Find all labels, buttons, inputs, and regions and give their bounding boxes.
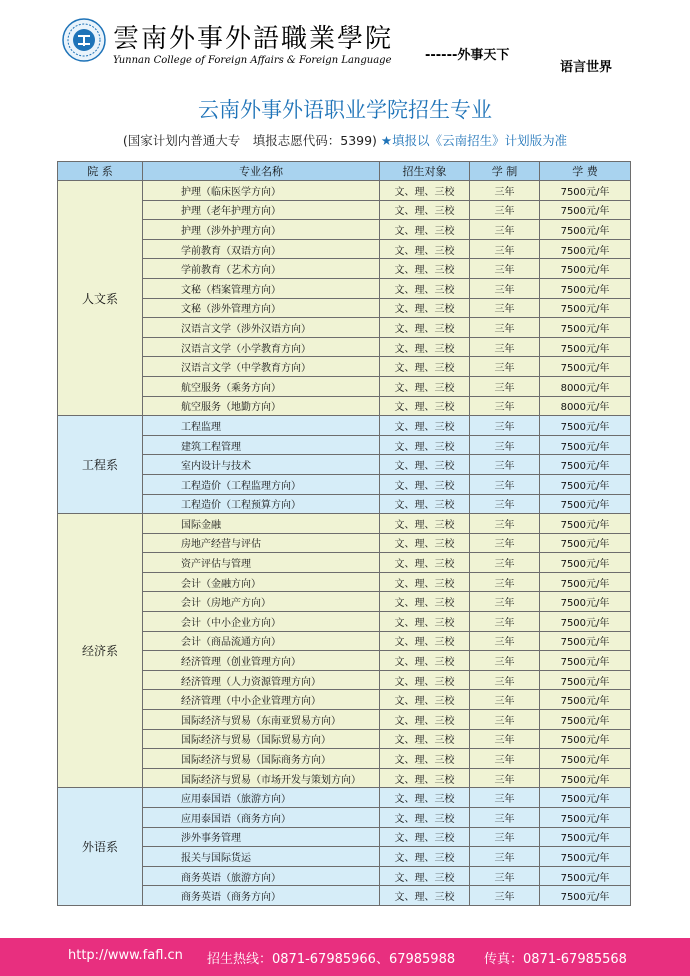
header-major-name: 专业名称 bbox=[143, 162, 380, 181]
major-name-cell: 室内设计与技术 bbox=[143, 455, 380, 475]
enrollment-target-cell: 文、理、三校 bbox=[380, 239, 470, 259]
tuition-cell: 7500元/年 bbox=[540, 749, 631, 769]
table-row bbox=[58, 729, 631, 749]
table-row bbox=[58, 827, 631, 847]
slogan-line-1: ------外事天下 bbox=[425, 48, 510, 63]
duration-cell: 三年 bbox=[470, 474, 540, 494]
enrollment-target-cell: 文、理、三校 bbox=[380, 200, 470, 220]
duration-cell: 三年 bbox=[470, 690, 540, 710]
table-row bbox=[58, 396, 631, 416]
table-row bbox=[58, 847, 631, 867]
duration-cell: 三年 bbox=[470, 200, 540, 220]
tuition-cell: 7500元/年 bbox=[540, 612, 631, 632]
major-name-cell: 学前教育（艺术方向） bbox=[143, 259, 380, 279]
enrollment-target-cell: 文、理、三校 bbox=[380, 788, 470, 808]
major-name-cell: 会计（房地产方向） bbox=[143, 592, 380, 612]
tuition-cell: 7500元/年 bbox=[540, 259, 631, 279]
major-name-cell: 工程造价（工程预算方向） bbox=[143, 494, 380, 514]
tuition-cell: 7500元/年 bbox=[540, 670, 631, 690]
duration-cell: 三年 bbox=[470, 416, 540, 436]
duration-cell: 三年 bbox=[470, 553, 540, 573]
table-row bbox=[58, 357, 631, 377]
enrollment-target-cell: 文、理、三校 bbox=[380, 651, 470, 671]
major-name-cell: 报关与国际货运 bbox=[143, 847, 380, 867]
majors-table bbox=[57, 161, 631, 906]
duration-cell: 三年 bbox=[470, 808, 540, 828]
major-name-cell: 航空服务（地勤方向） bbox=[143, 396, 380, 416]
major-name-cell: 国际金融 bbox=[143, 514, 380, 534]
duration-cell: 三年 bbox=[470, 239, 540, 259]
enrollment-target-cell: 文、理、三校 bbox=[380, 376, 470, 396]
tuition-cell: 7500元/年 bbox=[540, 886, 631, 906]
major-name-cell: 房地产经营与评估 bbox=[143, 533, 380, 553]
school-name-cn: 雲南外事外語職業學院 bbox=[113, 24, 394, 54]
major-name-cell: 经济管理（创业管理方向） bbox=[143, 651, 380, 671]
duration-cell: 三年 bbox=[470, 847, 540, 867]
enrollment-target-cell: 文、理、三校 bbox=[380, 435, 470, 455]
school-name-en: Yunnan College of Foreign Affairs & Foreign Language bbox=[113, 55, 392, 66]
duration-cell: 三年 bbox=[470, 631, 540, 651]
tuition-cell: 7500元/年 bbox=[540, 788, 631, 808]
tuition-cell: 7500元/年 bbox=[540, 768, 631, 788]
tuition-cell: 7500元/年 bbox=[540, 357, 631, 377]
duration-cell: 三年 bbox=[470, 866, 540, 886]
tuition-cell: 7500元/年 bbox=[540, 278, 631, 298]
enrollment-target-cell: 文、理、三校 bbox=[380, 572, 470, 592]
major-name-cell: 国际经济与贸易（东南亚贸易方向） bbox=[143, 710, 380, 730]
tuition-cell: 7500元/年 bbox=[540, 494, 631, 514]
duration-cell: 三年 bbox=[470, 788, 540, 808]
major-name-cell: 经济管理（人力资源管理方向） bbox=[143, 670, 380, 690]
enrollment-target-cell: 文、理、三校 bbox=[380, 298, 470, 318]
footer-bar bbox=[0, 938, 690, 976]
department-cell: 外语系 bbox=[58, 788, 143, 906]
page-title: 云南外事外语职业学院招生专业 bbox=[198, 98, 492, 122]
table-row bbox=[58, 474, 631, 494]
table-header-row bbox=[58, 162, 631, 181]
table-row bbox=[58, 710, 631, 730]
duration-cell: 三年 bbox=[470, 572, 540, 592]
duration-cell: 三年 bbox=[470, 259, 540, 279]
duration-cell: 三年 bbox=[470, 651, 540, 671]
header-duration: 学 制 bbox=[470, 162, 540, 181]
enrollment-target-cell: 文、理、三校 bbox=[380, 808, 470, 828]
table-row bbox=[58, 768, 631, 788]
page-header bbox=[0, 0, 690, 86]
tuition-cell: 7500元/年 bbox=[540, 514, 631, 534]
enrollment-target-cell: 文、理、三校 bbox=[380, 494, 470, 514]
tuition-cell: 7500元/年 bbox=[540, 631, 631, 651]
table-row bbox=[58, 298, 631, 318]
tuition-cell: 7500元/年 bbox=[540, 690, 631, 710]
table-row bbox=[58, 239, 631, 259]
enrollment-target-cell: 文、理、三校 bbox=[380, 866, 470, 886]
table-row bbox=[58, 592, 631, 612]
tuition-cell: 7500元/年 bbox=[540, 651, 631, 671]
table-row bbox=[58, 670, 631, 690]
table-row bbox=[58, 651, 631, 671]
major-name-cell: 工程造价（工程监理方向） bbox=[143, 474, 380, 494]
enrollment-target-cell: 文、理、三校 bbox=[380, 514, 470, 534]
enrollment-target-cell: 文、理、三校 bbox=[380, 278, 470, 298]
tuition-cell: 8000元/年 bbox=[540, 396, 631, 416]
enrollment-target-cell: 文、理、三校 bbox=[380, 690, 470, 710]
tuition-cell: 7500元/年 bbox=[540, 435, 631, 455]
tuition-cell: 7500元/年 bbox=[540, 847, 631, 867]
major-name-cell: 航空服务（乘务方向） bbox=[143, 376, 380, 396]
tuition-cell: 7500元/年 bbox=[540, 239, 631, 259]
tuition-cell: 7500元/年 bbox=[540, 808, 631, 828]
table-row bbox=[58, 886, 631, 906]
duration-cell: 三年 bbox=[470, 298, 540, 318]
footer-hotline: 招生热线：0871-67985966、67985988 bbox=[207, 952, 456, 967]
enrollment-target-cell: 文、理、三校 bbox=[380, 768, 470, 788]
major-name-cell: 护理（涉外护理方向） bbox=[143, 220, 380, 240]
footer-fax: 传真：0871-67985568 bbox=[484, 952, 627, 967]
enrollment-target-cell: 文、理、三校 bbox=[380, 847, 470, 867]
major-name-cell: 涉外事务管理 bbox=[143, 827, 380, 847]
enrollment-target-cell: 文、理、三校 bbox=[380, 396, 470, 416]
major-name-cell: 资产评估与管理 bbox=[143, 553, 380, 573]
enrollment-target-cell: 文、理、三校 bbox=[380, 827, 470, 847]
tuition-cell: 7500元/年 bbox=[540, 181, 631, 201]
enrollment-target-cell: 文、理、三校 bbox=[380, 670, 470, 690]
enrollment-target-cell: 文、理、三校 bbox=[380, 416, 470, 436]
department-cell: 工程系 bbox=[58, 416, 143, 514]
major-name-cell: 国际经济与贸易（市场开发与策划方向） bbox=[143, 768, 380, 788]
duration-cell: 三年 bbox=[470, 435, 540, 455]
header-enrollment-target: 招生对象 bbox=[380, 162, 470, 181]
duration-cell: 三年 bbox=[470, 278, 540, 298]
table-row bbox=[58, 612, 631, 632]
tuition-cell: 7500元/年 bbox=[540, 592, 631, 612]
table-row bbox=[58, 435, 631, 455]
slogan-line-2: 语言世界 bbox=[560, 60, 613, 75]
major-name-cell: 汉语言文学（涉外汉语方向） bbox=[143, 318, 380, 338]
major-name-cell: 商务英语（旅游方向） bbox=[143, 866, 380, 886]
tuition-cell: 7500元/年 bbox=[540, 729, 631, 749]
subtitle bbox=[0, 131, 690, 149]
major-name-cell: 学前教育（双语方向） bbox=[143, 239, 380, 259]
enrollment-target-cell: 文、理、三校 bbox=[380, 337, 470, 357]
major-name-cell: 会计（金融方向） bbox=[143, 572, 380, 592]
tuition-cell: 7500元/年 bbox=[540, 455, 631, 475]
enrollment-target-cell: 文、理、三校 bbox=[380, 886, 470, 906]
table-row bbox=[58, 220, 631, 240]
subtitle-note: ★填报以《云南招生》计划版为准 bbox=[380, 133, 568, 148]
table-body bbox=[58, 181, 631, 906]
major-name-cell: 国际经济与贸易（国际商务方向） bbox=[143, 749, 380, 769]
table-row bbox=[58, 631, 631, 651]
duration-cell: 三年 bbox=[470, 318, 540, 338]
table-row bbox=[58, 200, 631, 220]
duration-cell: 三年 bbox=[470, 455, 540, 475]
table-row bbox=[58, 808, 631, 828]
table-row bbox=[58, 533, 631, 553]
duration-cell: 三年 bbox=[470, 494, 540, 514]
duration-cell: 三年 bbox=[470, 670, 540, 690]
major-name-cell: 经济管理（中小企业管理方向） bbox=[143, 690, 380, 710]
duration-cell: 三年 bbox=[470, 729, 540, 749]
tuition-cell: 7500元/年 bbox=[540, 416, 631, 436]
enrollment-target-cell: 文、理、三校 bbox=[380, 533, 470, 553]
duration-cell: 三年 bbox=[470, 357, 540, 377]
duration-cell: 三年 bbox=[470, 533, 540, 553]
duration-cell: 三年 bbox=[470, 768, 540, 788]
tuition-cell: 7500元/年 bbox=[540, 866, 631, 886]
major-name-cell: 文秘（档案管理方向） bbox=[143, 278, 380, 298]
major-name-cell: 应用泰国语（商务方向） bbox=[143, 808, 380, 828]
tuition-cell: 7500元/年 bbox=[540, 200, 631, 220]
enrollment-target-cell: 文、理、三校 bbox=[380, 318, 470, 338]
major-name-cell: 汉语言文学（中学教育方向） bbox=[143, 357, 380, 377]
table-row bbox=[58, 866, 631, 886]
duration-cell: 三年 bbox=[470, 396, 540, 416]
table-row bbox=[58, 553, 631, 573]
enrollment-target-cell: 文、理、三校 bbox=[380, 592, 470, 612]
duration-cell: 三年 bbox=[470, 827, 540, 847]
table-row bbox=[58, 690, 631, 710]
duration-cell: 三年 bbox=[470, 337, 540, 357]
enrollment-target-cell: 文、理、三校 bbox=[380, 455, 470, 475]
enrollment-target-cell: 文、理、三校 bbox=[380, 553, 470, 573]
duration-cell: 三年 bbox=[470, 612, 540, 632]
enrollment-target-cell: 文、理、三校 bbox=[380, 631, 470, 651]
duration-cell: 三年 bbox=[470, 886, 540, 906]
tuition-cell: 7500元/年 bbox=[540, 337, 631, 357]
major-name-cell: 文秘（涉外管理方向） bbox=[143, 298, 380, 318]
duration-cell: 三年 bbox=[470, 749, 540, 769]
header-department: 院 系 bbox=[58, 162, 143, 181]
footer-website[interactable]: http://www.fafl.cn bbox=[68, 948, 183, 963]
tuition-cell: 7500元/年 bbox=[540, 827, 631, 847]
major-name-cell: 护理（老年护理方向） bbox=[143, 200, 380, 220]
major-name-cell: 会计（中小企业方向） bbox=[143, 612, 380, 632]
tuition-cell: 7500元/年 bbox=[540, 572, 631, 592]
department-cell: 经济系 bbox=[58, 514, 143, 788]
enrollment-target-cell: 文、理、三校 bbox=[380, 729, 470, 749]
subtitle-plan-code: (国家计划内普通大专 填报志愿代码：5399) bbox=[122, 133, 377, 148]
table-row bbox=[58, 494, 631, 514]
table-row bbox=[58, 318, 631, 338]
enrollment-target-cell: 文、理、三校 bbox=[380, 220, 470, 240]
tuition-cell: 7500元/年 bbox=[540, 553, 631, 573]
table-row bbox=[58, 259, 631, 279]
duration-cell: 三年 bbox=[470, 181, 540, 201]
duration-cell: 三年 bbox=[470, 376, 540, 396]
tuition-cell: 7500元/年 bbox=[540, 318, 631, 338]
major-name-cell: 应用泰国语（旅游方向） bbox=[143, 788, 380, 808]
duration-cell: 三年 bbox=[470, 514, 540, 534]
enrollment-target-cell: 文、理、三校 bbox=[380, 357, 470, 377]
enrollment-target-cell: 文、理、三校 bbox=[380, 181, 470, 201]
table-row bbox=[58, 416, 631, 436]
table-row bbox=[58, 376, 631, 396]
major-name-cell: 建筑工程管理 bbox=[143, 435, 380, 455]
major-name-cell: 会计（商品流通方向） bbox=[143, 631, 380, 651]
duration-cell: 三年 bbox=[470, 592, 540, 612]
table-row bbox=[58, 788, 631, 808]
major-name-cell: 工程监理 bbox=[143, 416, 380, 436]
major-name-cell: 商务英语（商务方向） bbox=[143, 886, 380, 906]
enrollment-target-cell: 文、理、三校 bbox=[380, 612, 470, 632]
department-cell: 人文系 bbox=[58, 181, 143, 416]
enrollment-target-cell: 文、理、三校 bbox=[380, 474, 470, 494]
table-row bbox=[58, 455, 631, 475]
enrollment-target-cell: 文、理、三校 bbox=[380, 749, 470, 769]
table-row bbox=[58, 337, 631, 357]
table-row bbox=[58, 749, 631, 769]
tuition-cell: 8000元/年 bbox=[540, 376, 631, 396]
enrollment-target-cell: 文、理、三校 bbox=[380, 259, 470, 279]
table-row bbox=[58, 572, 631, 592]
tuition-cell: 7500元/年 bbox=[540, 533, 631, 553]
table-row bbox=[58, 181, 631, 201]
duration-cell: 三年 bbox=[470, 220, 540, 240]
college-logo-icon bbox=[62, 18, 106, 62]
header-tuition: 学 费 bbox=[540, 162, 631, 181]
enrollment-target-cell: 文、理、三校 bbox=[380, 710, 470, 730]
tuition-cell: 7500元/年 bbox=[540, 220, 631, 240]
tuition-cell: 7500元/年 bbox=[540, 710, 631, 730]
tuition-cell: 7500元/年 bbox=[540, 474, 631, 494]
duration-cell: 三年 bbox=[470, 710, 540, 730]
table-row bbox=[58, 514, 631, 534]
major-name-cell: 护理（临床医学方向） bbox=[143, 181, 380, 201]
tuition-cell: 7500元/年 bbox=[540, 298, 631, 318]
major-name-cell: 汉语言文学（小学教育方向） bbox=[143, 337, 380, 357]
major-name-cell: 国际经济与贸易（国际贸易方向） bbox=[143, 729, 380, 749]
table-row bbox=[58, 278, 631, 298]
